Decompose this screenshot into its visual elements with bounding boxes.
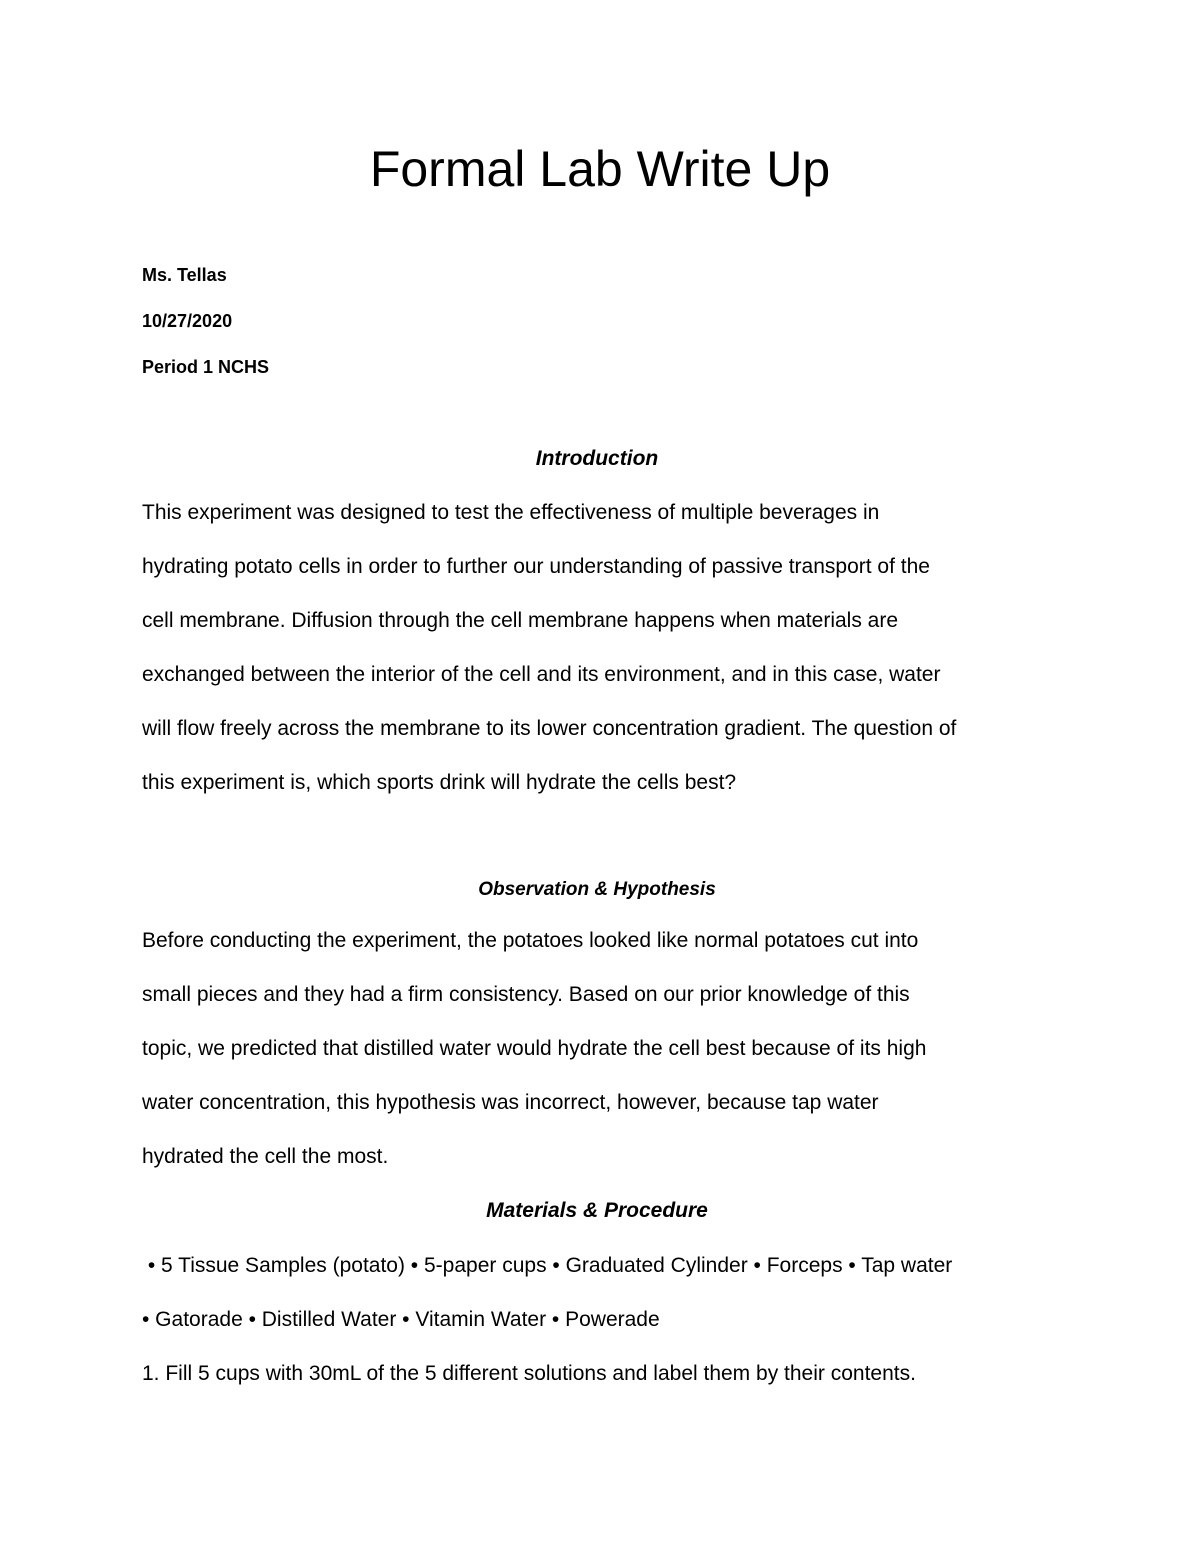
observation-paragraph	[142, 914, 1072, 1184]
paragraph-line: exchanged between the interior of the cell and its environment, and in this case, water	[142, 663, 941, 686]
materials-line: • 5 Tissue Samples (potato) • 5-paper cups • Graduated Cylinder • Forceps • Tap water	[142, 1254, 953, 1277]
paragraph-line: Before conducting the experiment, the potatoes looked like normal potatoes cut into	[142, 929, 919, 952]
paragraph-line: hydrating potato cells in order to further our understanding of passive transport of the	[142, 555, 930, 578]
paragraph-line: small pieces and they had a firm consistency. Based on our prior knowledge of this	[142, 983, 910, 1006]
paragraph-line: This experiment was designed to test the effectiveness of multiple beverages in	[142, 501, 880, 524]
paragraph-line: this experiment is, which sports drink will hydrate the cells best?	[142, 771, 737, 794]
observation-heading: Observation & Hypothesis	[478, 879, 716, 900]
paragraph-line: cell membrane. Diffusion through the cell membrane happens when materials are	[142, 609, 899, 632]
class-period: Period 1 NCHS	[142, 357, 270, 377]
introduction-heading: Introduction	[535, 447, 659, 470]
materials-line: • Gatorade • Distilled Water • Vitamin Water • Powerade	[142, 1308, 660, 1331]
document-title: Formal Lab Write Up	[369, 141, 831, 197]
paragraph-line: water concentration, this hypothesis was incorrect, however, because tap water	[142, 1091, 879, 1114]
introduction-paragraph	[142, 486, 1072, 810]
materials-list	[142, 1239, 1072, 1401]
report-date: 10/27/2020	[142, 311, 233, 331]
paragraph-line: topic, we predicted that distilled water would hydrate the cell best because of its high	[142, 1037, 927, 1060]
materials-heading: Materials & Procedure	[486, 1199, 708, 1222]
paragraph-line: will flow freely across the membrane to its lower concentration gradient. The question of	[142, 717, 957, 740]
paragraph-line: hydrated the cell the most.	[142, 1145, 389, 1168]
teacher-name: Ms. Tellas	[142, 265, 227, 285]
procedure-step: 1. Fill 5 cups with 30mL of the 5 different solutions and label them by their contents.	[142, 1362, 916, 1385]
